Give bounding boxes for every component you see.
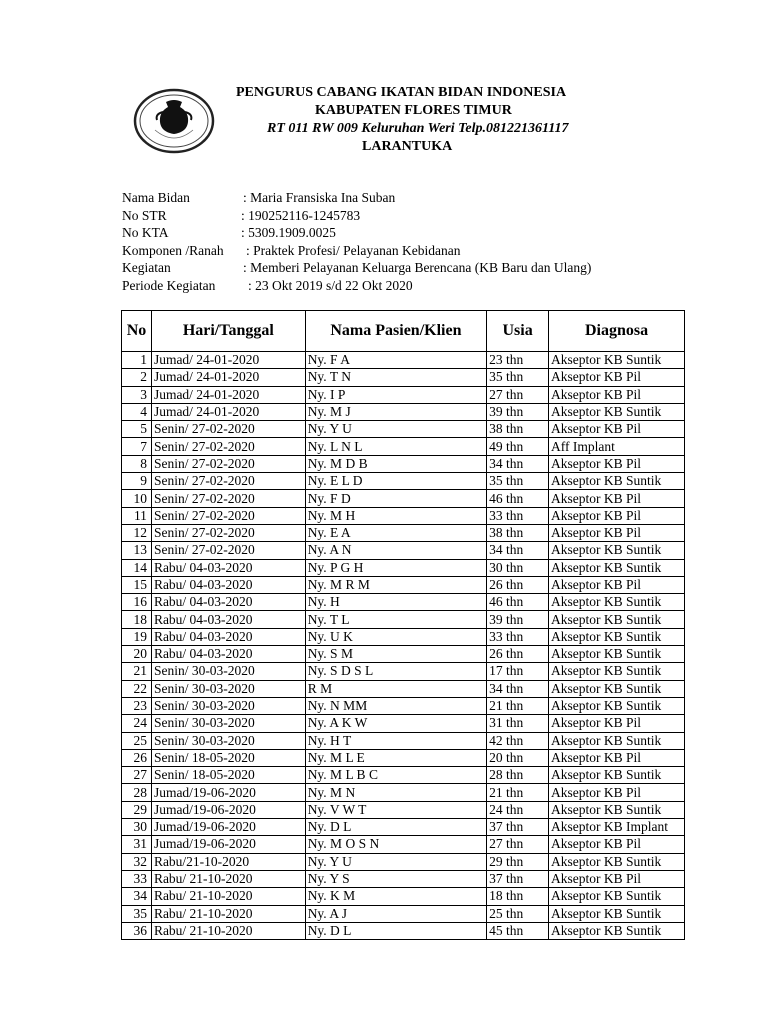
cell-diagnosis: Akseptor KB Pil <box>549 749 685 766</box>
cell-no: 8 <box>122 455 152 472</box>
table-row <box>122 836 685 853</box>
cell-patient: Ny. T N <box>305 369 486 386</box>
ibi-emblem-icon <box>133 88 215 154</box>
table-row <box>122 870 685 887</box>
table-row <box>122 715 685 732</box>
cell-no: 10 <box>122 490 152 507</box>
cell-no: 35 <box>122 905 152 922</box>
cell-no: 15 <box>122 576 152 593</box>
cell-no: 29 <box>122 801 152 818</box>
info-label: Kegiatan <box>122 260 171 275</box>
cell-no: 19 <box>122 628 152 645</box>
cell-patient: Ny. I P <box>305 386 486 403</box>
cell-patient: Ny. E A <box>305 524 486 541</box>
table-row <box>122 646 685 663</box>
cell-date: Senin/ 27-02-2020 <box>151 455 305 472</box>
cell-age: 23 thn <box>487 352 549 369</box>
info-value: : Praktek Profesi/ Pelayanan Kebidanan <box>246 242 461 258</box>
cell-date: Senin/ 27-02-2020 <box>151 524 305 541</box>
info-label: Komponen /Ranah <box>122 242 224 258</box>
cell-no: 34 <box>122 888 152 905</box>
table-row <box>122 767 685 784</box>
cell-date: Senin/ 27-02-2020 <box>151 490 305 507</box>
cell-patient: Ny. M D B <box>305 455 486 472</box>
cell-no: 27 <box>122 767 152 784</box>
cell-date: Jumad/ 24-01-2020 <box>151 403 305 420</box>
cell-diagnosis: Akseptor KB Suntik <box>549 663 685 680</box>
cell-diagnosis: Akseptor KB Pil <box>549 576 685 593</box>
cell-no: 9 <box>122 473 152 490</box>
cell-patient: Ny. H T <box>305 732 486 749</box>
cell-date: Senin/ 30-03-2020 <box>151 697 305 714</box>
cell-diagnosis: Akseptor KB Suntik <box>549 922 685 939</box>
cell-diagnosis: Akseptor KB Pil <box>549 836 685 853</box>
cell-diagnosis: Akseptor KB Pil <box>549 386 685 403</box>
info-label: No STR <box>122 207 167 223</box>
cell-diagnosis: Akseptor KB Suntik <box>549 801 685 818</box>
cell-age: 39 thn <box>487 611 549 628</box>
cell-date: Rabu/ 21-10-2020 <box>151 922 305 939</box>
cell-date: Jumad/ 24-01-2020 <box>151 386 305 403</box>
cell-patient: Ny. Y U <box>305 853 486 870</box>
table-row <box>122 576 685 593</box>
org-name: PENGURUS CABANG IKATAN BIDAN INDONESIA <box>236 85 567 100</box>
cell-age: 31 thn <box>487 715 549 732</box>
table-row <box>122 801 685 818</box>
table-row <box>122 403 685 420</box>
cell-age: 18 thn <box>487 888 549 905</box>
cell-diagnosis: Akseptor KB Pil <box>549 524 685 541</box>
cell-age: 26 thn <box>487 576 549 593</box>
cell-no: 7 <box>122 438 152 455</box>
table-row <box>122 473 685 490</box>
table-row <box>122 819 685 836</box>
cell-diagnosis: Akseptor KB Suntik <box>549 542 685 559</box>
cell-patient: Ny. M H <box>305 507 486 524</box>
cell-patient: Ny. P G H <box>305 559 486 576</box>
cell-age: 25 thn <box>487 905 549 922</box>
cell-diagnosis: Akseptor KB Suntik <box>549 905 685 922</box>
cell-patient: Ny. U K <box>305 628 486 645</box>
org-address: RT 011 RW 009 Keluruhan Weri Telp.081221361117 <box>267 121 569 136</box>
cell-diagnosis: Akseptor KB Suntik <box>549 646 685 663</box>
table-row <box>122 490 685 507</box>
cell-no: 4 <box>122 403 152 420</box>
cell-patient: Ny. A N <box>305 542 486 559</box>
header-age: Usia <box>487 311 549 352</box>
table-row <box>122 784 685 801</box>
cell-date: Jumad/19-06-2020 <box>151 784 305 801</box>
table-row <box>122 421 685 438</box>
cell-no: 28 <box>122 784 152 801</box>
cell-age: 33 thn <box>487 507 549 524</box>
cell-age: 21 thn <box>487 784 549 801</box>
cell-date: Senin/ 18-05-2020 <box>151 767 305 784</box>
cell-age: 34 thn <box>487 455 549 472</box>
cell-patient: Ny. M L B C <box>305 767 486 784</box>
cell-patient: Ny. Y U <box>305 421 486 438</box>
table-row <box>122 905 685 922</box>
cell-diagnosis: Akseptor KB Pil <box>549 421 685 438</box>
cell-patient: Ny. Y S <box>305 870 486 887</box>
cell-date: Jumad/ 24-01-2020 <box>151 352 305 369</box>
cell-date: Senin/ 27-02-2020 <box>151 421 305 438</box>
header-patient: Nama Pasien/Klien <box>305 311 486 352</box>
cell-age: 17 thn <box>487 663 549 680</box>
cell-diagnosis: Akseptor KB Suntik <box>549 767 685 784</box>
cell-date: Senin/ 30-03-2020 <box>151 663 305 680</box>
cell-age: 38 thn <box>487 421 549 438</box>
cell-no: 13 <box>122 542 152 559</box>
cell-diagnosis: Akseptor KB Suntik <box>549 888 685 905</box>
cell-date: Senin/ 27-02-2020 <box>151 542 305 559</box>
cell-diagnosis: Akseptor KB Pil <box>549 870 685 887</box>
info-value: : Maria Fransiska Ina Suban <box>243 190 396 205</box>
info-label: No KTA <box>122 225 169 240</box>
table-row <box>122 697 685 714</box>
cell-diagnosis: Akseptor KB Suntik <box>549 628 685 645</box>
cell-date: Senin/ 27-02-2020 <box>151 507 305 524</box>
cell-no: 21 <box>122 663 152 680</box>
table-row <box>122 611 685 628</box>
cell-no: 30 <box>122 819 152 836</box>
cell-patient: Ny. M J <box>305 403 486 420</box>
cell-no: 16 <box>122 594 152 611</box>
cell-patient: Ny. S D S L <box>305 663 486 680</box>
info-value: : Memberi Pelayanan Keluarga Berencana (KB Baru dan Ulang) <box>243 260 592 275</box>
cell-date: Senin/ 30-03-2020 <box>151 732 305 749</box>
cell-patient: Ny. T L <box>305 611 486 628</box>
cell-diagnosis: Akseptor KB Suntik <box>549 680 685 697</box>
cell-no: 2 <box>122 369 152 386</box>
cell-diagnosis: Akseptor KB Suntik <box>549 853 685 870</box>
cell-no: 5 <box>122 421 152 438</box>
cell-age: 46 thn <box>487 490 549 507</box>
cell-patient: Ny. E L D <box>305 473 486 490</box>
cell-patient: Ny. K M <box>305 888 486 905</box>
cell-age: 30 thn <box>487 559 549 576</box>
cell-age: 34 thn <box>487 542 549 559</box>
cell-date: Jumad/19-06-2020 <box>151 836 305 853</box>
cell-age: 29 thn <box>487 853 549 870</box>
cell-diagnosis: Akseptor KB Suntik <box>549 403 685 420</box>
cell-patient: Ny. M L E <box>305 749 486 766</box>
org-region: KABUPATEN FLORES TIMUR <box>315 103 512 118</box>
cell-date: Rabu/21-10-2020 <box>151 853 305 870</box>
cell-age: 27 thn <box>487 836 549 853</box>
organization-logo <box>133 88 215 154</box>
org-city: LARANTUKA <box>362 139 453 154</box>
table-row <box>122 455 685 472</box>
cell-diagnosis: Akseptor KB Suntik <box>549 473 685 490</box>
cell-no: 11 <box>122 507 152 524</box>
info-value: : 190252116-1245783 <box>241 207 361 223</box>
cell-diagnosis: Akseptor KB Pil <box>549 490 685 507</box>
cell-diagnosis: Akseptor KB Suntik <box>549 611 685 628</box>
info-value: : 23 Okt 2019 s/d 22 Okt 2020 <box>248 277 413 293</box>
cell-patient: Ny. D L <box>305 819 486 836</box>
info-value: : 5309.1909.0025 <box>241 225 336 240</box>
table-row <box>122 680 685 697</box>
cell-no: 14 <box>122 559 152 576</box>
table-row <box>122 369 685 386</box>
cell-date: Senin/ 27-02-2020 <box>151 438 305 455</box>
cell-no: 1 <box>122 352 152 369</box>
cell-diagnosis: Akseptor KB Suntik <box>549 352 685 369</box>
cell-age: 20 thn <box>487 749 549 766</box>
cell-date: Rabu/ 04-03-2020 <box>151 559 305 576</box>
cell-age: 49 thn <box>487 438 549 455</box>
table-row <box>122 542 685 559</box>
cell-age: 34 thn <box>487 680 549 697</box>
cell-patient: Ny. D L <box>305 922 486 939</box>
cell-date: Senin/ 30-03-2020 <box>151 680 305 697</box>
cell-no: 32 <box>122 853 152 870</box>
cell-diagnosis: Akseptor KB Suntik <box>549 594 685 611</box>
cell-date: Rabu/ 21-10-2020 <box>151 905 305 922</box>
cell-date: Senin/ 27-02-2020 <box>151 473 305 490</box>
cell-diagnosis: Akseptor KB Pil <box>549 507 685 524</box>
header-no: No <box>122 311 152 352</box>
cell-age: 39 thn <box>487 403 549 420</box>
cell-patient: Ny. A J <box>305 905 486 922</box>
cell-patient: Ny. M O S N <box>305 836 486 853</box>
cell-patient: Ny. N MM <box>305 697 486 714</box>
cell-no: 33 <box>122 870 152 887</box>
cell-no: 23 <box>122 697 152 714</box>
table-row <box>122 559 685 576</box>
cell-age: 37 thn <box>487 819 549 836</box>
table-body <box>122 352 685 940</box>
cell-patient: Ny. V W T <box>305 801 486 818</box>
cell-age: 38 thn <box>487 524 549 541</box>
cell-age: 21 thn <box>487 697 549 714</box>
cell-diagnosis: Aff Implant <box>549 438 685 455</box>
table-row <box>122 386 685 403</box>
cell-no: 26 <box>122 749 152 766</box>
cell-diagnosis: Akseptor KB Suntik <box>549 697 685 714</box>
header-diagnosis: Diagnosa <box>549 311 685 352</box>
cell-diagnosis: Akseptor KB Pil <box>549 369 685 386</box>
cell-no: 22 <box>122 680 152 697</box>
patient-table <box>121 310 685 940</box>
cell-diagnosis: Akseptor KB Implant <box>549 819 685 836</box>
cell-age: 46 thn <box>487 594 549 611</box>
table-row <box>122 922 685 939</box>
cell-diagnosis: Akseptor KB Pil <box>549 715 685 732</box>
cell-patient: Ny. A K W <box>305 715 486 732</box>
cell-diagnosis: Akseptor KB Pil <box>549 784 685 801</box>
cell-patient: Ny. H <box>305 594 486 611</box>
table-header-row <box>122 311 685 352</box>
cell-date: Rabu/ 21-10-2020 <box>151 888 305 905</box>
cell-no: 31 <box>122 836 152 853</box>
table-row <box>122 594 685 611</box>
cell-date: Rabu/ 04-03-2020 <box>151 594 305 611</box>
cell-no: 25 <box>122 732 152 749</box>
cell-date: Senin/ 18-05-2020 <box>151 749 305 766</box>
cell-no: 12 <box>122 524 152 541</box>
cell-date: Senin/ 30-03-2020 <box>151 715 305 732</box>
table-row <box>122 732 685 749</box>
cell-no: 36 <box>122 922 152 939</box>
cell-patient: Ny. S M <box>305 646 486 663</box>
table-row <box>122 507 685 524</box>
cell-date: Rabu/ 04-03-2020 <box>151 646 305 663</box>
cell-age: 26 thn <box>487 646 549 663</box>
cell-age: 45 thn <box>487 922 549 939</box>
cell-age: 27 thn <box>487 386 549 403</box>
cell-patient: Ny. F D <box>305 490 486 507</box>
cell-no: 3 <box>122 386 152 403</box>
cell-diagnosis: Akseptor KB Suntik <box>549 559 685 576</box>
cell-age: 37 thn <box>487 870 549 887</box>
cell-date: Jumad/19-06-2020 <box>151 819 305 836</box>
cell-age: 33 thn <box>487 628 549 645</box>
table-row <box>122 663 685 680</box>
info-label: Nama Bidan <box>122 190 190 205</box>
info-label: Periode Kegiatan <box>122 277 216 293</box>
cell-patient: Ny. M R M <box>305 576 486 593</box>
cell-no: 20 <box>122 646 152 663</box>
table-row <box>122 628 685 645</box>
cell-age: 24 thn <box>487 801 549 818</box>
table-row <box>122 749 685 766</box>
cell-age: 35 thn <box>487 369 549 386</box>
cell-date: Rabu/ 04-03-2020 <box>151 576 305 593</box>
cell-age: 42 thn <box>487 732 549 749</box>
table-row <box>122 888 685 905</box>
cell-patient: Ny. L N L <box>305 438 486 455</box>
cell-date: Rabu/ 04-03-2020 <box>151 628 305 645</box>
cell-date: Rabu/ 21-10-2020 <box>151 870 305 887</box>
cell-no: 24 <box>122 715 152 732</box>
cell-patient: R M <box>305 680 486 697</box>
cell-diagnosis: Akseptor KB Suntik <box>549 732 685 749</box>
table-row <box>122 853 685 870</box>
cell-date: Jumad/ 24-01-2020 <box>151 369 305 386</box>
cell-patient: Ny. M N <box>305 784 486 801</box>
cell-patient: Ny. F A <box>305 352 486 369</box>
cell-date: Jumad/19-06-2020 <box>151 801 305 818</box>
table-row <box>122 524 685 541</box>
cell-age: 28 thn <box>487 767 549 784</box>
cell-date: Rabu/ 04-03-2020 <box>151 611 305 628</box>
table-row <box>122 438 685 455</box>
cell-no: 18 <box>122 611 152 628</box>
table-row <box>122 352 685 369</box>
header-date: Hari/Tanggal <box>151 311 305 352</box>
cell-diagnosis: Akseptor KB Pil <box>549 455 685 472</box>
cell-age: 35 thn <box>487 473 549 490</box>
